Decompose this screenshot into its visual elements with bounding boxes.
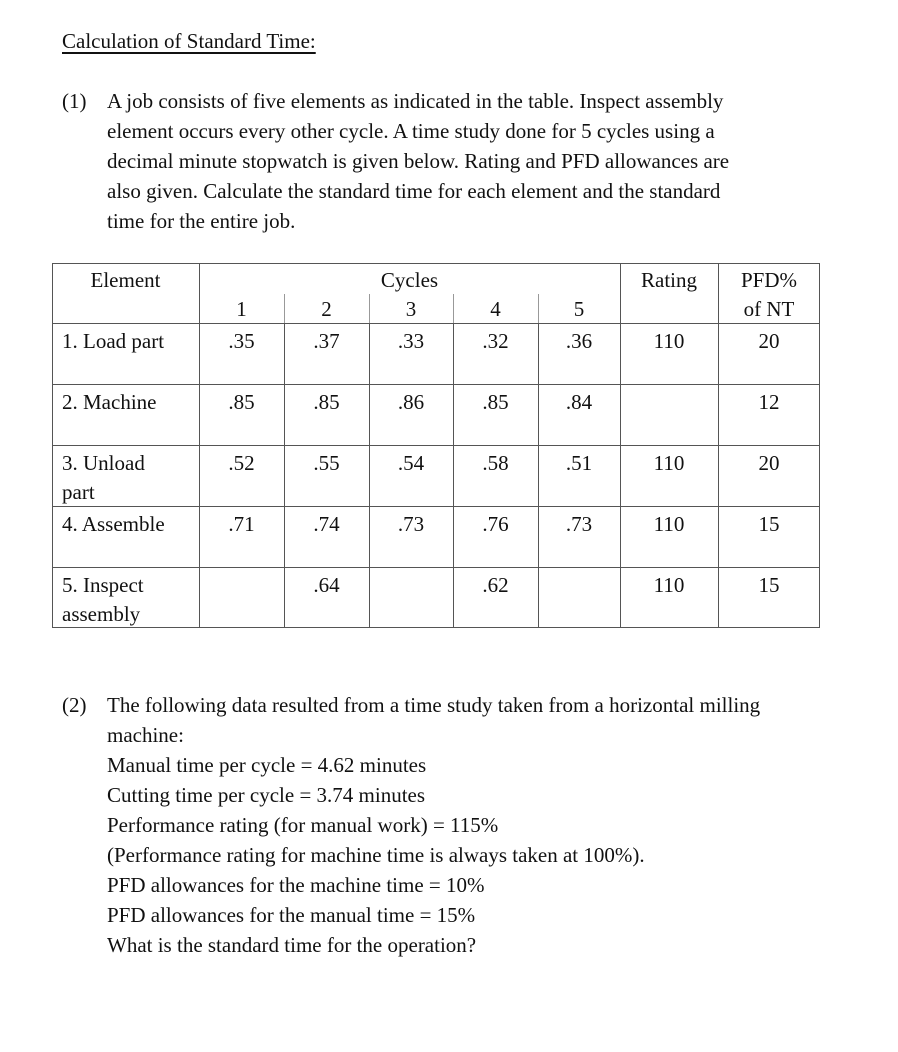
row-cycle-time: .84 bbox=[565, 390, 593, 414]
row-pfd: 20 bbox=[758, 329, 780, 353]
question-2-line: (Performance rating for machine time is always taken at 100%). bbox=[107, 843, 645, 867]
question-1-text bbox=[107, 86, 729, 236]
header-cycle-number: 1 bbox=[236, 297, 247, 321]
header-cycle-number: 4 bbox=[490, 297, 501, 321]
row-cycle-time: .51 bbox=[565, 451, 593, 475]
row-rating: 110 bbox=[653, 329, 685, 353]
page-title: Calculation of Standard Time: bbox=[62, 29, 316, 53]
table-row-divider bbox=[52, 384, 820, 385]
row-cycle-time: .55 bbox=[313, 451, 340, 475]
row-element-continued: part bbox=[62, 480, 95, 504]
row-cycle-time: .86 bbox=[397, 390, 425, 414]
row-cycle-time: .52 bbox=[228, 451, 255, 475]
row-cycle-time: .33 bbox=[397, 329, 425, 353]
table-row-divider bbox=[52, 567, 820, 568]
row-cycle-time: .73 bbox=[397, 512, 425, 536]
table-row-divider bbox=[52, 506, 820, 507]
question-1-line: time for the entire job. bbox=[107, 209, 296, 233]
row-pfd: 15 bbox=[758, 573, 780, 597]
header-cycle-number: 2 bbox=[321, 297, 332, 321]
row-rating: 110 bbox=[653, 512, 685, 536]
question-2-number: (2) bbox=[62, 693, 87, 717]
row-cycle-time: .71 bbox=[228, 512, 255, 536]
question-1-line: decimal minute stopwatch is given below. Rating and PFD allowances are bbox=[107, 149, 730, 173]
question-2-intro: machine: bbox=[107, 723, 184, 747]
table-row-divider bbox=[52, 445, 820, 446]
row-cycle-time: .58 bbox=[482, 451, 509, 475]
row-cycle-time: .54 bbox=[397, 451, 425, 475]
question-2-line: Cutting time per cycle = 3.74 minutes bbox=[107, 783, 426, 807]
row-element: 3. Unload bbox=[62, 451, 145, 475]
row-cycle-time: .32 bbox=[482, 329, 509, 353]
row-cycle-time: .62 bbox=[482, 573, 509, 597]
row-rating: 110 bbox=[653, 451, 685, 475]
question-2-line: Performance rating (for manual work) = 115% bbox=[107, 813, 499, 837]
question-1-number: (1) bbox=[62, 89, 87, 113]
question-2-text bbox=[107, 690, 760, 960]
question-2-line: Manual time per cycle = 4.62 minutes bbox=[107, 753, 427, 777]
row-cycle-time: .37 bbox=[313, 329, 340, 353]
header-pfd-sub: of NT bbox=[743, 297, 795, 321]
row-cycle-time: .85 bbox=[313, 390, 340, 414]
row-element-continued: assembly bbox=[62, 602, 141, 626]
header-pfd: PFD% bbox=[740, 268, 798, 292]
row-pfd: 12 bbox=[758, 390, 780, 414]
question-2-line: PFD allowances for the machine time = 10% bbox=[107, 873, 485, 897]
question-2-line: PFD allowances for the manual time = 15% bbox=[107, 903, 476, 927]
question-1-line: A job consists of five elements as indicated in the table. Inspect assembly bbox=[107, 89, 724, 113]
question-2-intro: The following data resulted from a time study taken from a horizontal milling bbox=[107, 693, 761, 717]
row-rating: 110 bbox=[653, 573, 685, 597]
row-pfd: 15 bbox=[758, 512, 780, 536]
row-cycle-time: .73 bbox=[565, 512, 593, 536]
header-cycle-number: 5 bbox=[573, 297, 585, 321]
row-element: 5. Inspect bbox=[62, 573, 144, 597]
row-cycle-time: .74 bbox=[313, 512, 340, 536]
question-1-line: also given. Calculate the standard time for each element and the standard bbox=[107, 179, 721, 203]
row-cycle-time: .76 bbox=[482, 512, 509, 536]
row-element: 2. Machine bbox=[62, 390, 157, 414]
question-1-line: element occurs every other cycle. A time study done for 5 cycles using a bbox=[107, 119, 715, 143]
row-pfd: 20 bbox=[758, 451, 780, 475]
header-element: Element bbox=[90, 268, 161, 292]
header-cycle-number: 3 bbox=[405, 297, 417, 321]
row-cycle-time: .35 bbox=[228, 329, 255, 353]
row-cycle-time: .85 bbox=[482, 390, 509, 414]
header-cycles: Cycles bbox=[380, 268, 439, 292]
question-2-line: What is the standard time for the operation? bbox=[107, 933, 477, 957]
row-element: 1. Load part bbox=[62, 329, 165, 353]
row-element: 4. Assemble bbox=[62, 512, 165, 536]
header-rating: Rating bbox=[641, 268, 697, 292]
row-cycle-time: .36 bbox=[565, 329, 593, 353]
row-cycle-time: .85 bbox=[228, 390, 255, 414]
row-cycle-time: .64 bbox=[313, 573, 340, 597]
